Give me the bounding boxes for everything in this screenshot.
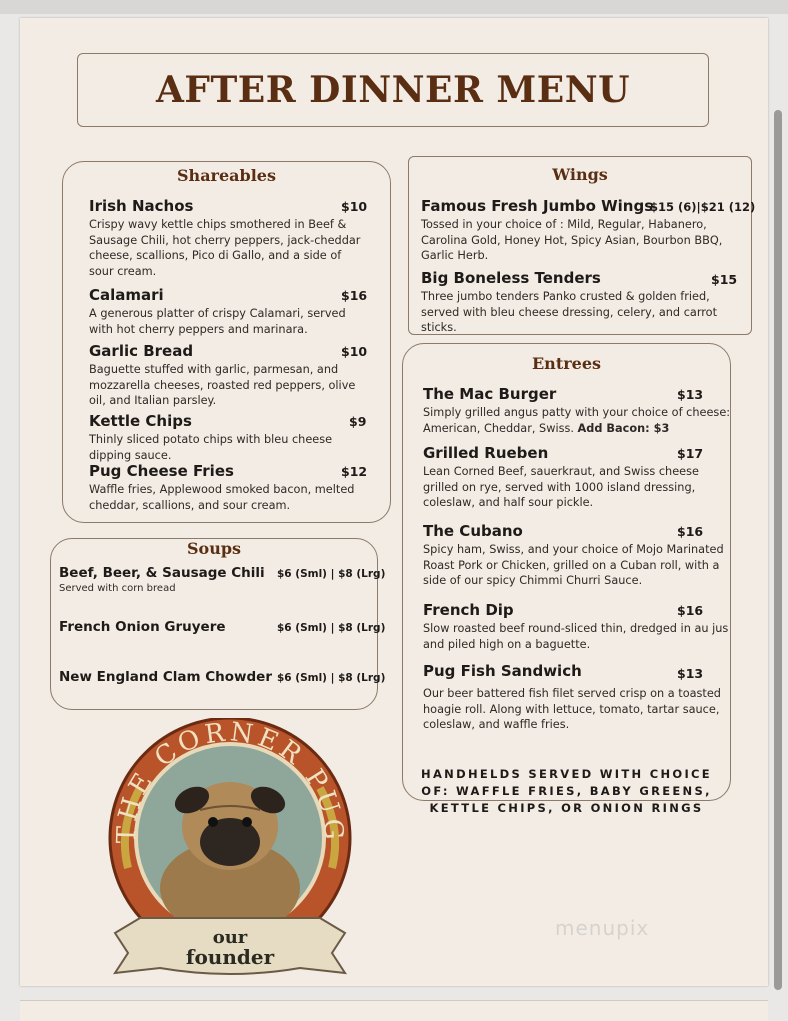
- item-name: Beef, Beer, & Sausage Chili: [59, 565, 265, 581]
- menu-item: [423, 444, 731, 511]
- item-price: $15: [711, 272, 738, 287]
- item-name: French Onion Gruyere: [59, 619, 226, 635]
- handhelds-line: KETTLE CHIPS, OR ONION RINGS: [429, 801, 704, 815]
- item-description: [423, 405, 731, 436]
- scrollbar[interactable]: [774, 110, 782, 990]
- item-price: $10: [341, 199, 368, 214]
- item-price: $6 (Sml) | $8 (Lrg): [277, 568, 386, 580]
- item-price: $6 (Sml) | $8 (Lrg): [277, 622, 386, 634]
- logo-ring-text: THE CORNER PUG: [111, 718, 349, 845]
- item-name: Famous Fresh Jumbo Wings: [421, 197, 654, 215]
- menu-item: [89, 462, 374, 513]
- menu-item: [89, 412, 374, 463]
- menu-item: [421, 269, 751, 336]
- item-price: $17: [677, 446, 704, 461]
- menu-item: [89, 286, 369, 337]
- logo-banner-founder: founder: [185, 945, 275, 969]
- soup-item: [59, 619, 386, 635]
- item-description: Spicy ham, Swiss, and your choice of Mojo Marinated Roast Pork or Chicken, grilled on a Cuban roll, with a side of our spicy Chimmi Churri Sauce.: [423, 543, 724, 588]
- page-title: AFTER DINNER MENU: [155, 69, 631, 111]
- item-description: Tossed in your choice of : Mild, Regular, Habanero, Carolina Gold, Honey Hot, Spicy Asian, Bourbon BBQ, Garlic Herb.: [421, 218, 723, 263]
- soups-section: [50, 538, 386, 710]
- menu-item: [421, 197, 756, 264]
- item-description: Baguette stuffed with garlic, parmesan, and mozzarella cheeses, roasted red peppers, olive oil, and Italian parsley.: [89, 363, 356, 408]
- item-name: Calamari: [89, 286, 164, 304]
- menu-item: [89, 342, 374, 409]
- handhelds-line: OF: WAFFLE FRIES, BABY GREENS,: [421, 784, 712, 798]
- item-name: Pug Cheese Fries: [89, 462, 234, 480]
- item-name: Pug Fish Sandwich: [423, 662, 582, 680]
- handhelds-line: HANDHELDS SERVED WITH CHOICE: [421, 767, 712, 781]
- item-name: Big Boneless Tenders: [421, 269, 601, 287]
- soup-item: [59, 565, 386, 594]
- item-description: Thinly sliced potato chips with bleu cheese dipping sauce.: [89, 433, 333, 462]
- item-name: Garlic Bread: [89, 342, 194, 360]
- shareables-section: [62, 161, 391, 523]
- item-name: French Dip: [423, 601, 514, 619]
- add-bacon-note: Add Bacon: $3: [577, 421, 670, 435]
- logo-banner-our: our: [212, 927, 248, 948]
- item-price: $6 (Sml) | $8 (Lrg): [277, 672, 386, 684]
- entrees-section: [402, 343, 731, 815]
- next-page-edge: [20, 1000, 768, 1021]
- item-price: $16: [677, 524, 704, 539]
- item-price: $9: [349, 414, 367, 429]
- item-description: Slow roasted beef round-sliced thin, dredged in au jus and piled high on a baguette.: [423, 622, 729, 651]
- item-name: New England Clam Chowder: [59, 669, 272, 685]
- corner-pug-logo: [100, 718, 360, 988]
- item-name: Kettle Chips: [89, 412, 192, 430]
- entrees-heading: Entrees: [531, 354, 601, 373]
- wings-heading: Wings: [552, 165, 608, 184]
- shareables-heading: Shareables: [177, 166, 276, 185]
- item-name: The Mac Burger: [423, 385, 557, 403]
- menu-item: [89, 197, 369, 279]
- menu-item: [423, 601, 731, 652]
- menu-item: [423, 662, 731, 733]
- item-price: $15 (6)|$21 (12): [650, 200, 756, 214]
- item-description: A generous platter of crispy Calamari, served with hot cherry peppers and marinara.: [89, 307, 346, 336]
- item-description: Lean Corned Beef, sauerkraut, and Swiss cheese grilled on rye, served with 1000 island dressing, coleslaw, and half sour pickle.: [423, 465, 699, 510]
- soups-heading: Soups: [186, 539, 242, 558]
- item-description: Three jumbo tenders Panko crusted & golden fried, served with bleu cheese dressing, celery, and carrot sticks.: [421, 290, 718, 335]
- menu-item: [423, 385, 731, 436]
- wings-section: [408, 156, 756, 335]
- menu-item: [423, 522, 731, 589]
- item-name: Irish Nachos: [89, 197, 194, 215]
- item-description: Our beer battered fish filet served crisp on a toasted hoagie roll. Along with lettuce, tomato, tartar sauce, coleslaw, and waffle fries.: [423, 687, 721, 732]
- soup-item: [59, 669, 386, 685]
- title-box: [77, 53, 709, 127]
- item-price: $13: [677, 666, 704, 681]
- item-price: $13: [677, 387, 704, 402]
- item-description-text: Simply grilled angus patty with your choice of cheese: American, Cheddar, Swiss.: [423, 406, 731, 435]
- item-price: $16: [677, 603, 704, 618]
- item-price: $16: [341, 288, 368, 303]
- item-name: Grilled Rueben: [423, 444, 549, 462]
- item-description: Served with corn bread: [59, 583, 176, 594]
- item-price: $10: [341, 344, 368, 359]
- watermark: menupix: [555, 916, 650, 940]
- item-description: Crispy wavy kettle chips smothered in Beef & Sausage Chili, hot cherry peppers, jack-cheddar cheese, scallions, Pico di Gallo, and a side of sour cream.: [89, 218, 361, 278]
- item-name: The Cubano: [423, 522, 523, 540]
- item-price: $12: [341, 464, 368, 479]
- browser-top-bar: [0, 0, 788, 14]
- item-description: Waffle fries, Applewood smoked bacon, melted cheddar, scallions, and sour cream.: [89, 483, 355, 512]
- handhelds-note: [403, 766, 730, 817]
